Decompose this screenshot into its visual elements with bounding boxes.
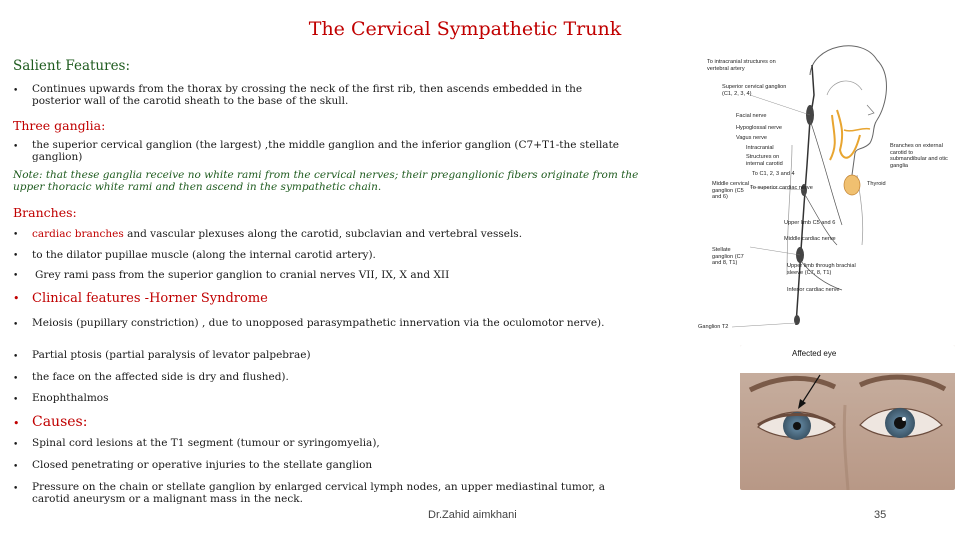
cause-item-1: Spinal cord lesions at the T1 segment (tumour or syringomyelia), [32, 437, 380, 449]
label-c1234: To C1, 2, 3 and 4 [752, 171, 795, 177]
branch-item-1 [32, 228, 652, 240]
note-text: Note: that these ganglia receive no white rami from the cervical nerves; their preganglionic fibers originate from the upper thoracic white rami and then ascend in the sympathetic chain. [13, 169, 639, 193]
bullet-icon: • [13, 484, 19, 494]
label-upper-limb-brachial: Upper limb through brachial sleeve (C7, 8, T1) [787, 263, 856, 276]
clinical-item-4: Enophthalmos [32, 392, 109, 404]
label-hypoglossal-nerve: Hypoglossal nerve [736, 125, 783, 131]
label-intracranial-2: Intracranial [746, 145, 774, 151]
ganglia-heading: Three ganglia: [13, 118, 106, 133]
label-facial-nerve: Facial nerve [736, 113, 767, 119]
branch-item-2: to the dilator pupillae muscle (along the internal carotid artery). [32, 249, 376, 261]
label-intracranial: To intracranial structures on vertebral artery [707, 59, 776, 72]
clinical-heading: Clinical features -Horner Syndrome [32, 291, 268, 306]
bullet-icon: • [13, 352, 19, 362]
bullet-icon: • [13, 230, 19, 240]
ganglia-text: the superior cervical ganglion (the largest) ,the middle ganglion and the inferior ganglion (C7+T1-the stellate ganglion) [32, 139, 620, 163]
clinical-item-1: Meiosis (pupillary constriction) , due to unopposed parasympathetic innervation via the oculomotor nerve). [32, 317, 605, 329]
bullet-icon: • [13, 292, 20, 305]
cardiac-branches-label: cardiac branches [32, 228, 124, 240]
bullet-icon: • [13, 462, 19, 472]
branches-heading: Branches: [13, 205, 77, 220]
bullet-icon: • [13, 142, 19, 152]
label-middle-ganglion: Middle cervical ganglion (C5 and 6) [712, 181, 749, 200]
bullet-icon: • [13, 86, 19, 96]
bullet-icon: • [13, 251, 19, 261]
salient-heading: Salient Features: [13, 58, 131, 74]
label-stellate-ganglion: Stellate ganglion (C7 and 8, T1) [712, 247, 744, 266]
label-middle-cardiac: Middle cardiac nerve [784, 236, 836, 242]
bullet-icon: • [13, 320, 19, 330]
label-inferior-cardiac: Inferior cardiac nerve [787, 287, 840, 293]
branch-item-1-rest: and vascular plexuses along the carotid, subclavian and vertebral vessels. [123, 228, 523, 240]
label-superior-cardiac: To superior cardiac nerve [750, 185, 813, 191]
clinical-item-2: Partial ptosis (partial paralysis of levator palpebrae) [32, 349, 311, 361]
cause-item-3: Pressure on the chain or stellate ganglion by enlarged cervical lymph nodes, an upper mediastinal tumor, a carotid aneurysm or a malignant mass in the neck. [32, 481, 605, 505]
horner-eye-photo [740, 345, 955, 490]
label-branches-external: Branches on external carotid to submandibular and otic ganglia [890, 143, 948, 169]
eye-photo-image [740, 345, 955, 490]
slide-title: The Cervical Sympathetic Trunk [308, 18, 622, 40]
label-vagus-nerve: Vagus nerve [736, 135, 767, 141]
page-number: 35 [874, 509, 887, 521]
bullet-icon: • [13, 440, 19, 450]
affected-eye-caption: Affected eye [792, 349, 837, 358]
salient-text: Continues upwards from the thorax by crossing the neck of the first rib, then ascends embedded in the posterior wall of the carotid sheath to the base of the skull. [32, 83, 583, 107]
cause-item-2: Closed penetrating or operative injuries to the stellate ganglion [32, 459, 373, 471]
label-superior-ganglion: Superior cervical ganglion (C1, 2, 3, 4) [722, 84, 787, 97]
footer-author: Dr.Zahid aimkhani [428, 509, 517, 521]
label-thyroid: Thyroid [867, 181, 886, 187]
clinical-item-3: the face on the affected side is dry and flushed). [32, 371, 289, 383]
label-structures: Structures on internal carotid [746, 154, 783, 167]
branch-item-3: Grey rami pass from the superior ganglion to cranial nerves VII, IX, X and XII [35, 269, 450, 281]
bullet-icon: • [13, 374, 19, 384]
bullet-icon: • [13, 271, 19, 281]
causes-heading: Causes: [32, 414, 88, 430]
sympathetic-trunk-diagram [692, 35, 954, 340]
label-ganglion-t2: Ganglion T2 [698, 324, 729, 330]
bullet-icon: • [13, 417, 20, 430]
bullet-icon: • [13, 395, 19, 405]
label-upper-limb-c5: Upper limb C5 and 6 [784, 220, 836, 226]
